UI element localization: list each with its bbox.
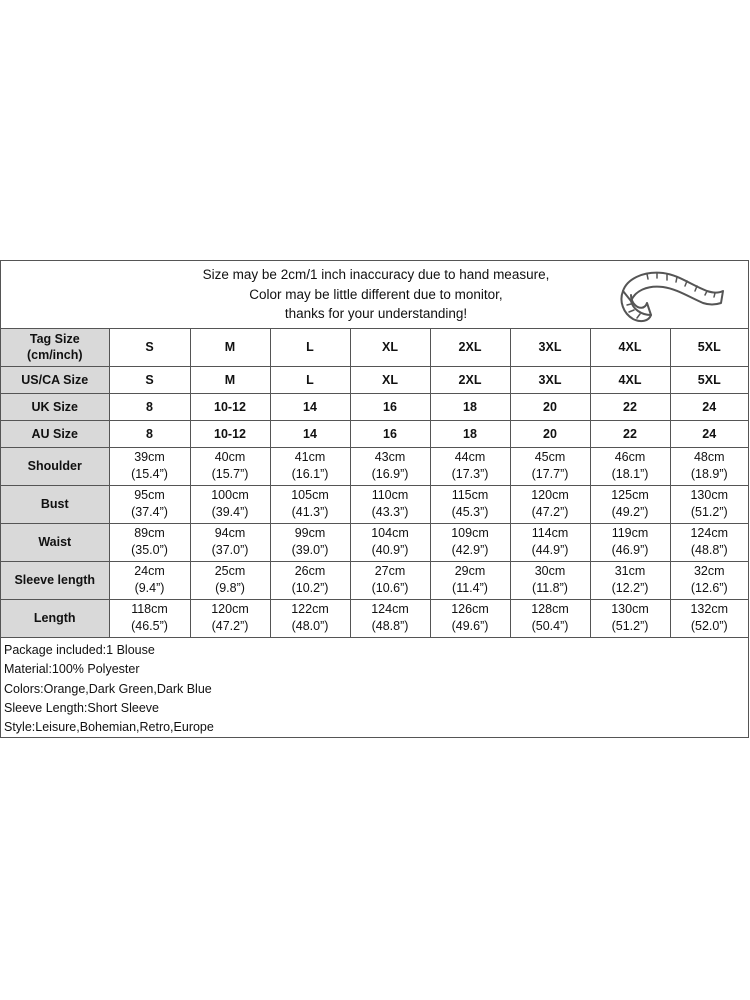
cm-value: 130cm — [611, 602, 649, 616]
measuring-tape-icon — [617, 265, 725, 325]
measure-cell — [109, 523, 190, 561]
measure-row — [1, 485, 748, 523]
size-cell: S — [109, 366, 190, 393]
cm-value: 29cm — [454, 564, 486, 578]
cm-value: 45cm — [534, 450, 566, 464]
cm-value: 104cm — [371, 526, 409, 540]
inch-value: (51.2”) — [611, 619, 649, 633]
measure-cell — [430, 485, 510, 523]
cm-value: 43cm — [374, 450, 406, 464]
measure-cell — [350, 447, 430, 485]
size-row — [1, 329, 748, 366]
measure-cell — [350, 561, 430, 599]
cm-value: 26cm — [294, 564, 326, 578]
measure-cell — [190, 447, 270, 485]
measure-cell — [670, 599, 748, 637]
size-cell: 2XL — [430, 366, 510, 393]
cm-value: 27cm — [374, 564, 406, 578]
size-cell: 4XL — [590, 366, 670, 393]
cm-value: 126cm — [451, 602, 489, 616]
inch-value: (15.4”) — [131, 467, 168, 481]
cm-value: 124cm — [371, 602, 409, 616]
measure-cell — [670, 485, 748, 523]
inch-value: (37.4”) — [131, 505, 168, 519]
cm-value: 24cm — [134, 564, 165, 578]
size-cell: M — [190, 329, 270, 366]
cm-value: 125cm — [611, 488, 649, 502]
cm-value: 128cm — [531, 602, 569, 616]
size-cell: 5XL — [670, 329, 748, 366]
cm-value: 32cm — [693, 564, 725, 578]
row-label: UK Size — [1, 393, 109, 420]
size-cell: L — [270, 366, 350, 393]
size-cell: 10-12 — [190, 393, 270, 420]
info-line: Colors:Orange,Dark Green,Dark Blue — [4, 681, 212, 696]
inch-value: (43.3”) — [371, 505, 409, 519]
cm-value: 44cm — [454, 450, 486, 464]
inch-value: (16.9”) — [371, 467, 409, 481]
measure-cell — [109, 599, 190, 637]
measure-cell — [109, 485, 190, 523]
size-cell: 16 — [350, 393, 430, 420]
inch-value: (47.2”) — [211, 619, 249, 633]
measure-cell — [510, 447, 590, 485]
inch-value: (39.0”) — [291, 543, 329, 557]
info-line: Style:Leisure,Bohemian,Retro,Europe — [4, 720, 214, 735]
measure-cell — [670, 523, 748, 561]
measure-cell — [190, 523, 270, 561]
cm-value: 115cm — [451, 488, 489, 502]
measure-row — [1, 561, 748, 599]
size-cell: L — [270, 329, 350, 366]
inch-value: (9.4”) — [134, 581, 165, 595]
measure-cell — [670, 447, 748, 485]
inch-value: (11.8”) — [532, 581, 568, 595]
measure-cell — [190, 599, 270, 637]
product-info — [4, 641, 214, 737]
size-cell: 18 — [430, 393, 510, 420]
measure-cell — [190, 561, 270, 599]
cm-value: 120cm — [531, 488, 569, 502]
measure-cell — [190, 485, 270, 523]
measure-cell — [270, 561, 350, 599]
size-cell: 4XL — [590, 329, 670, 366]
measure-cell — [270, 447, 350, 485]
notice-line: Size may be 2cm/1 inch inaccuracy due to hand measure, — [202, 267, 550, 282]
measure-cell — [270, 599, 350, 637]
measure-row — [1, 523, 748, 561]
size-cell: 14 — [270, 420, 350, 447]
size-cell: 22 — [590, 393, 670, 420]
size-cell: 10-12 — [190, 420, 270, 447]
notice-line: Color may be little different due to monitor, — [249, 286, 503, 302]
row-label: Bust — [1, 485, 109, 523]
measure-cell — [430, 447, 510, 485]
size-chart — [0, 260, 749, 738]
inch-value: (50.4”) — [531, 619, 569, 633]
cm-value: 122cm — [291, 602, 329, 616]
inch-value: (47.2”) — [531, 505, 569, 519]
cm-value: 114cm — [531, 526, 569, 540]
measure-cell — [510, 599, 590, 637]
cm-value: 89cm — [134, 526, 165, 540]
size-cell: 2XL — [430, 329, 510, 366]
cm-value: 40cm — [214, 450, 246, 464]
inch-value: (18.1”) — [611, 467, 649, 481]
inch-value: (48.0”) — [291, 619, 329, 633]
inch-value: (45.3”) — [451, 505, 489, 519]
inch-value: (17.3”) — [451, 467, 489, 481]
size-cell: 22 — [590, 420, 670, 447]
cm-value: 41cm — [294, 450, 326, 464]
inch-value: (17.7”) — [531, 467, 569, 481]
cm-value: 132cm — [690, 602, 729, 616]
measure-row — [1, 599, 748, 637]
cm-value: 46cm — [614, 450, 646, 464]
row-label: Shoulder — [1, 447, 109, 485]
size-cell: XL — [350, 329, 430, 366]
measure-cell — [590, 447, 670, 485]
cm-value: 95cm — [134, 488, 165, 502]
size-cell: XL — [350, 366, 430, 393]
row-label: Tag Size (cm/inch) — [1, 329, 109, 366]
measure-cell — [270, 485, 350, 523]
cm-value: 118cm — [131, 602, 168, 616]
inch-value: (12.2”) — [611, 581, 649, 595]
cm-value: 119cm — [611, 526, 649, 540]
inch-value: (49.2”) — [611, 505, 649, 519]
inch-value: (10.6”) — [371, 581, 409, 595]
size-cell: 24 — [670, 393, 748, 420]
measure-cell — [430, 599, 510, 637]
measure-cell — [590, 523, 670, 561]
measure-cell — [670, 561, 748, 599]
size-cell: M — [190, 366, 270, 393]
measure-cell — [350, 599, 430, 637]
size-row — [1, 366, 748, 393]
measure-row — [1, 447, 748, 485]
size-cell: 18 — [430, 420, 510, 447]
size-cell: 8 — [109, 420, 190, 447]
cm-value: 120cm — [211, 602, 249, 616]
inch-value: (37.0”) — [211, 543, 249, 557]
size-cell: 5XL — [670, 366, 748, 393]
size-cell: 3XL — [510, 329, 590, 366]
cm-value: 39cm — [134, 450, 165, 464]
info-line: Package included:1 Blouse — [4, 643, 155, 657]
inch-value: (44.9”) — [531, 543, 569, 557]
row-label: AU Size — [1, 420, 109, 447]
measure-cell — [510, 561, 590, 599]
cm-value: 31cm — [614, 564, 646, 578]
inch-value: (48.8”) — [371, 619, 409, 633]
inch-value: (12.6”) — [690, 581, 728, 595]
inch-value: (46.5”) — [131, 619, 168, 633]
size-table — [1, 329, 748, 638]
inch-value: (15.7”) — [211, 467, 249, 481]
measure-cell — [510, 523, 590, 561]
size-row — [1, 420, 748, 447]
inch-value: (41.3”) — [291, 505, 329, 519]
inch-value: (11.4”) — [452, 581, 488, 595]
inch-value: (9.8”) — [215, 581, 245, 595]
size-cell: 20 — [510, 393, 590, 420]
measure-cell — [590, 561, 670, 599]
cm-value: 124cm — [690, 526, 729, 540]
inch-value: (52.0”) — [690, 619, 728, 633]
measure-cell — [590, 599, 670, 637]
inch-value: (46.9”) — [611, 543, 649, 557]
size-row — [1, 393, 748, 420]
inch-value: (40.9”) — [371, 543, 409, 557]
measure-cell — [590, 485, 670, 523]
inch-value: (48.8”) — [690, 543, 728, 557]
row-label: Length — [1, 599, 109, 637]
inch-value: (35.0”) — [131, 543, 168, 557]
inch-value: (42.9”) — [451, 543, 489, 557]
measure-cell — [270, 523, 350, 561]
measure-cell — [109, 561, 190, 599]
size-cell: 24 — [670, 420, 748, 447]
cm-value: 105cm — [291, 488, 329, 502]
measure-cell — [109, 447, 190, 485]
notice-line: thanks for your understanding! — [284, 306, 468, 321]
row-label: Waist — [1, 523, 109, 561]
cm-value: 25cm — [214, 564, 246, 578]
inch-value: (18.9”) — [690, 467, 728, 481]
measure-cell — [510, 485, 590, 523]
inch-value: (16.1”) — [291, 467, 329, 481]
cm-value: 48cm — [693, 450, 725, 464]
inch-value: (49.6”) — [451, 619, 489, 633]
cm-value: 110cm — [371, 488, 409, 502]
size-cell: 16 — [350, 420, 430, 447]
cm-value: 130cm — [690, 488, 729, 502]
size-cell: 8 — [109, 393, 190, 420]
row-label: Sleeve length — [1, 561, 109, 599]
info-line: Material:100% Polyester — [4, 662, 140, 677]
measure-cell — [430, 561, 510, 599]
info-line: Sleeve Length:Short Sleeve — [4, 700, 159, 715]
measure-cell — [350, 485, 430, 523]
size-cell: 3XL — [510, 366, 590, 393]
size-cell: 20 — [510, 420, 590, 447]
inch-value: (39.4”) — [211, 505, 249, 519]
cm-value: 100cm — [211, 488, 249, 502]
cm-value: 94cm — [214, 526, 246, 540]
inch-value: (51.2”) — [690, 505, 728, 519]
cm-value: 30cm — [534, 564, 566, 578]
measure-cell — [430, 523, 510, 561]
notice-box — [1, 261, 748, 329]
cm-value: 109cm — [451, 526, 489, 540]
size-cell: 14 — [270, 393, 350, 420]
row-label: US/CA Size — [1, 366, 109, 393]
measure-cell — [350, 523, 430, 561]
cm-value: 99cm — [294, 526, 326, 540]
inch-value: (10.2”) — [291, 581, 329, 595]
size-cell: S — [109, 329, 190, 366]
